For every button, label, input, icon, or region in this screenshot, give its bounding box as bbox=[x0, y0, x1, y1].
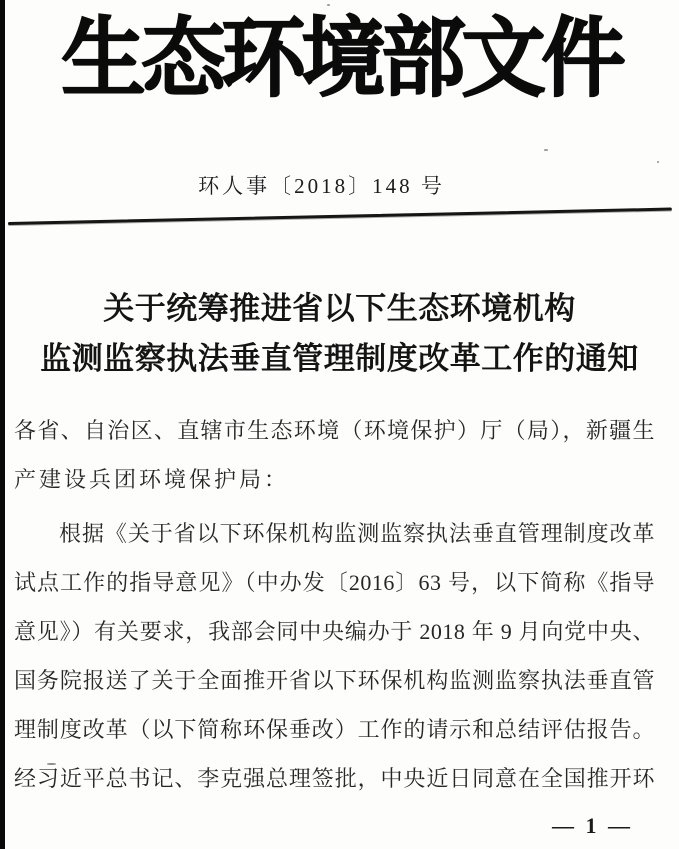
body-text bbox=[14, 406, 655, 803]
doc-number: 环人事〔2018〕148 号 bbox=[198, 174, 445, 198]
body-line: 经习近平总书记、李克强总理签批，中央近日同意在全国推开环 bbox=[14, 766, 655, 791]
page-number: — 1 — bbox=[552, 813, 633, 838]
body-line: 产建设兵团环境保护局： bbox=[14, 467, 290, 492]
separator-rule bbox=[8, 208, 672, 225]
notice-title-line-2: 监测监察执法垂直管理制度改革工作的通知 bbox=[40, 341, 639, 376]
body-line: 根据《关于省以下环保机构监测监察执法垂直管理制度改革 bbox=[59, 521, 655, 546]
notice-title bbox=[8, 284, 671, 384]
scan-edge-artifact bbox=[0, 0, 5, 849]
scan-speck bbox=[327, 4, 330, 6]
body-line: 意见》）有关要求，我部会同中央编办于 2018 年 9 月向党中央、 bbox=[14, 619, 655, 644]
body-line: 各省、自治区、直辖市生态环境（环境保护）厅（局），新疆生 bbox=[14, 418, 655, 443]
scan-speck bbox=[544, 149, 548, 151]
scan-speck bbox=[657, 161, 659, 163]
body-line: 试点工作的指导意见》（中办发〔2016〕63 号，以下简称《指导 bbox=[14, 570, 655, 595]
body-line: 理制度改革（以下简称环保垂改）工作的请示和总结评估报告。 bbox=[14, 717, 655, 742]
notice-title-line-1: 关于统筹推进省以下生态环境机构 bbox=[103, 291, 576, 326]
body-line: 国务院报送了关于全面推开省以下环保机构监测监察执法垂直管 bbox=[14, 668, 655, 693]
masthead-title: 生态环境部文件 bbox=[61, 11, 622, 108]
scan-speck bbox=[47, 763, 56, 765]
